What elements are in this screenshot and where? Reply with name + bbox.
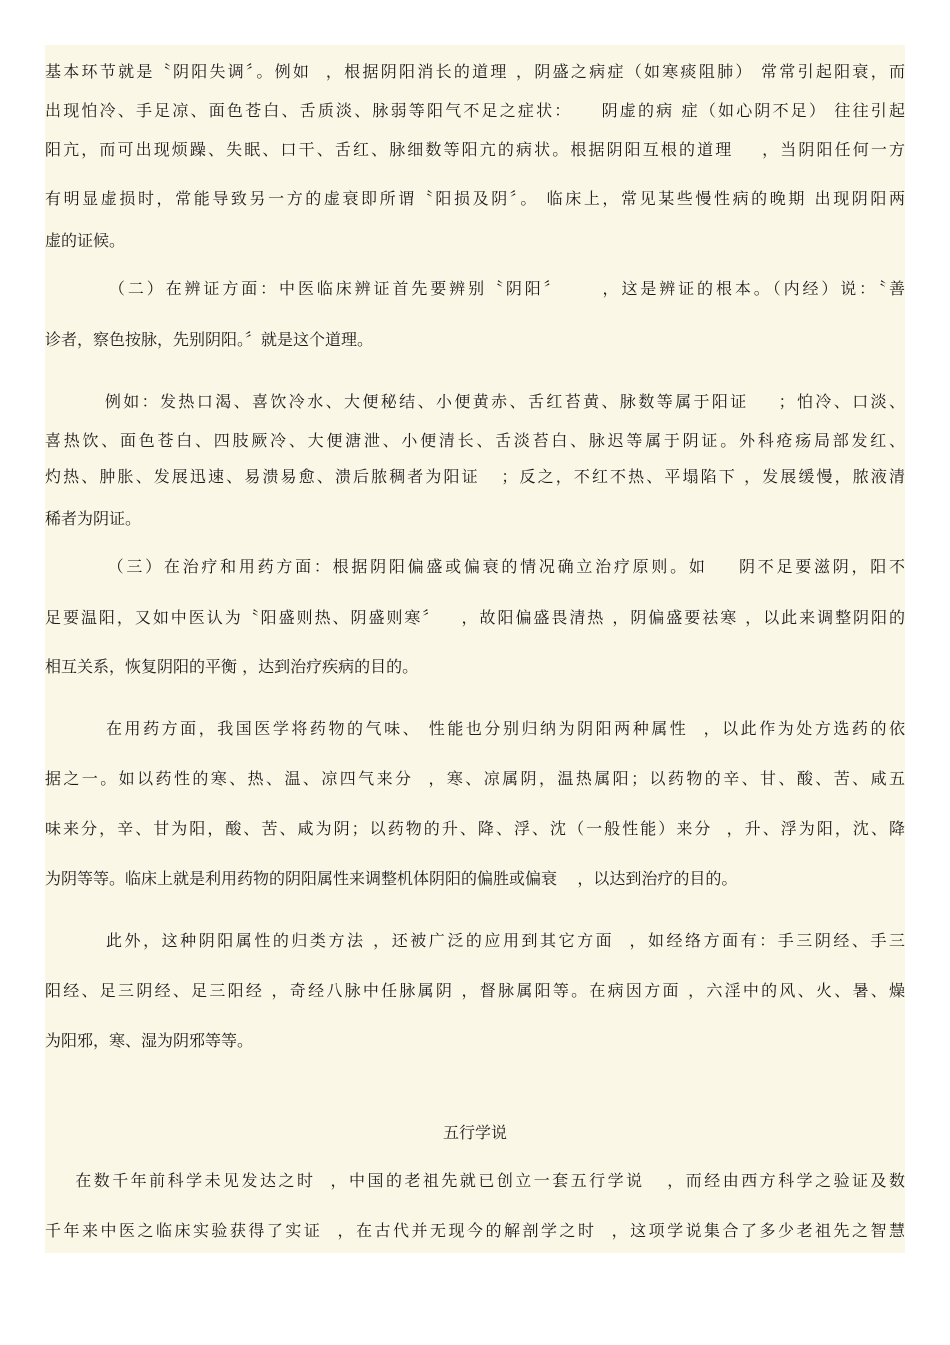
text-line: 喜热饮、面色苍白、四肢厥冷、大便溏泄、小便清长、舌淡苔白、脉迟等属于阴证。外科疮疡局部发红、 xyxy=(45,431,905,450)
text-line: （二）在辨证方面：中医临床辨证首先要辨别〝阴阳〞 ，这是辨证的根本。（内经）说：〝善 xyxy=(45,279,905,298)
text-line: （三）在治疗和用药方面：根据阴阳偏盛或偏衰的情况确立治疗原则。如 阴不足要滋阴，阳不 xyxy=(45,557,905,576)
text-line: 在用药方面，我国医学将药物的气味、 性能也分别归纳为阴阳两种属性 ，以此作为处方选药的依 xyxy=(45,719,905,738)
text-line: 例如：发热口渴、喜饮冷水、大便秘结、小便黄赤、舌红苔黄、脉数等属于阳证 ；怕冷、口淡、 xyxy=(45,392,905,411)
text-line: 灼热、肿胀、发展迅速、易溃易愈、溃后脓稠者为阳证 ；反之，不红不热、平塌陷下 ，发展缓慢，脓液清 xyxy=(45,467,905,486)
text-line: 此外，这种阴阳属性的归类方法 ，还被广泛的应用到其它方面 ，如经络方面有：手三阴经、手三 xyxy=(45,931,905,950)
text-line: 出现怕冷、手足凉、面色苍白、舌质淡、脉弱等阳气不足之症状： 阴虚的病 症（如心阴不足） 往往引起 xyxy=(45,101,905,120)
section-heading: 五行学说 xyxy=(442,1123,507,1142)
text-line: 基本环节就是〝阴阳失调〞。例如 ，根据阴阳消长的道理 ，阴盛之病症（如寒痰阻肺） 常常引起阳衰，而 xyxy=(45,62,905,81)
text-line: 有明显虚损时，常能导致另一方的虚衰即所谓〝阳损及阴〞。 临床上，常见某些慢性病的晚期 出现阴阳两 xyxy=(45,189,905,208)
text-line: 虚的证候。 xyxy=(45,231,126,250)
text-line: 据之一。如以药性的寒、热、温、凉四气来分 ，寒、凉属阴，温热属阳；以药物的辛、甘、酸、苦、咸五 xyxy=(45,769,905,788)
text-line: 为阴等等。临床上就是利用药物的阴阳属性来调整机体阴阳的偏胜或偏衰 ，以达到治疗的目的。 xyxy=(45,869,738,888)
text-line: 味来分，辛、甘为阳，酸、苦、咸为阴；以药物的升、降、浮、沈（一般性能）来分 ，升、浮为阳，沈、降 xyxy=(45,819,905,838)
text-line: 在数千年前科学未见发达之时 ，中国的老祖先就已创立一套五行学说 ，而经由西方科学之验证及数 xyxy=(45,1171,905,1190)
text-line: 千年来中医之临床实验获得了实证 ，在古代并无现今的解剖学之时 ，这项学说集合了多少老祖先之智慧 xyxy=(45,1221,905,1240)
text-line: 阳亢，而可出现烦躁、失眠、口干、舌红、脉细数等阳亢的病状。根据阴阳互根的道理 ，当阴阳任何一方 xyxy=(45,140,905,159)
page-background xyxy=(45,45,905,1253)
text-line: 诊者，察色按脉，先别阴阳。〞就是这个道理。 xyxy=(45,330,374,349)
text-line: 相互关系，恢复阴阳的平衡 ，达到治疗疾病的目的。 xyxy=(45,657,419,676)
text-line: 阳经、足三阴经、足三阳经 ，奇经八脉中任脉属阴 ，督脉属阳等。在病因方面 ，六淫中的风、火、暑、燥 xyxy=(45,981,905,1000)
text-line: 为阳邪，寒、湿为阴邪等等。 xyxy=(45,1031,254,1050)
text-line: 稀者为阴证。 xyxy=(45,509,142,528)
text-line: 足要温阳，又如中医认为〝阳盛则热、阴盛则寒〞 ，故阳偏盛畏清热 ，阴偏盛要祛寒 ，以此来调整阴阳的 xyxy=(45,608,905,627)
